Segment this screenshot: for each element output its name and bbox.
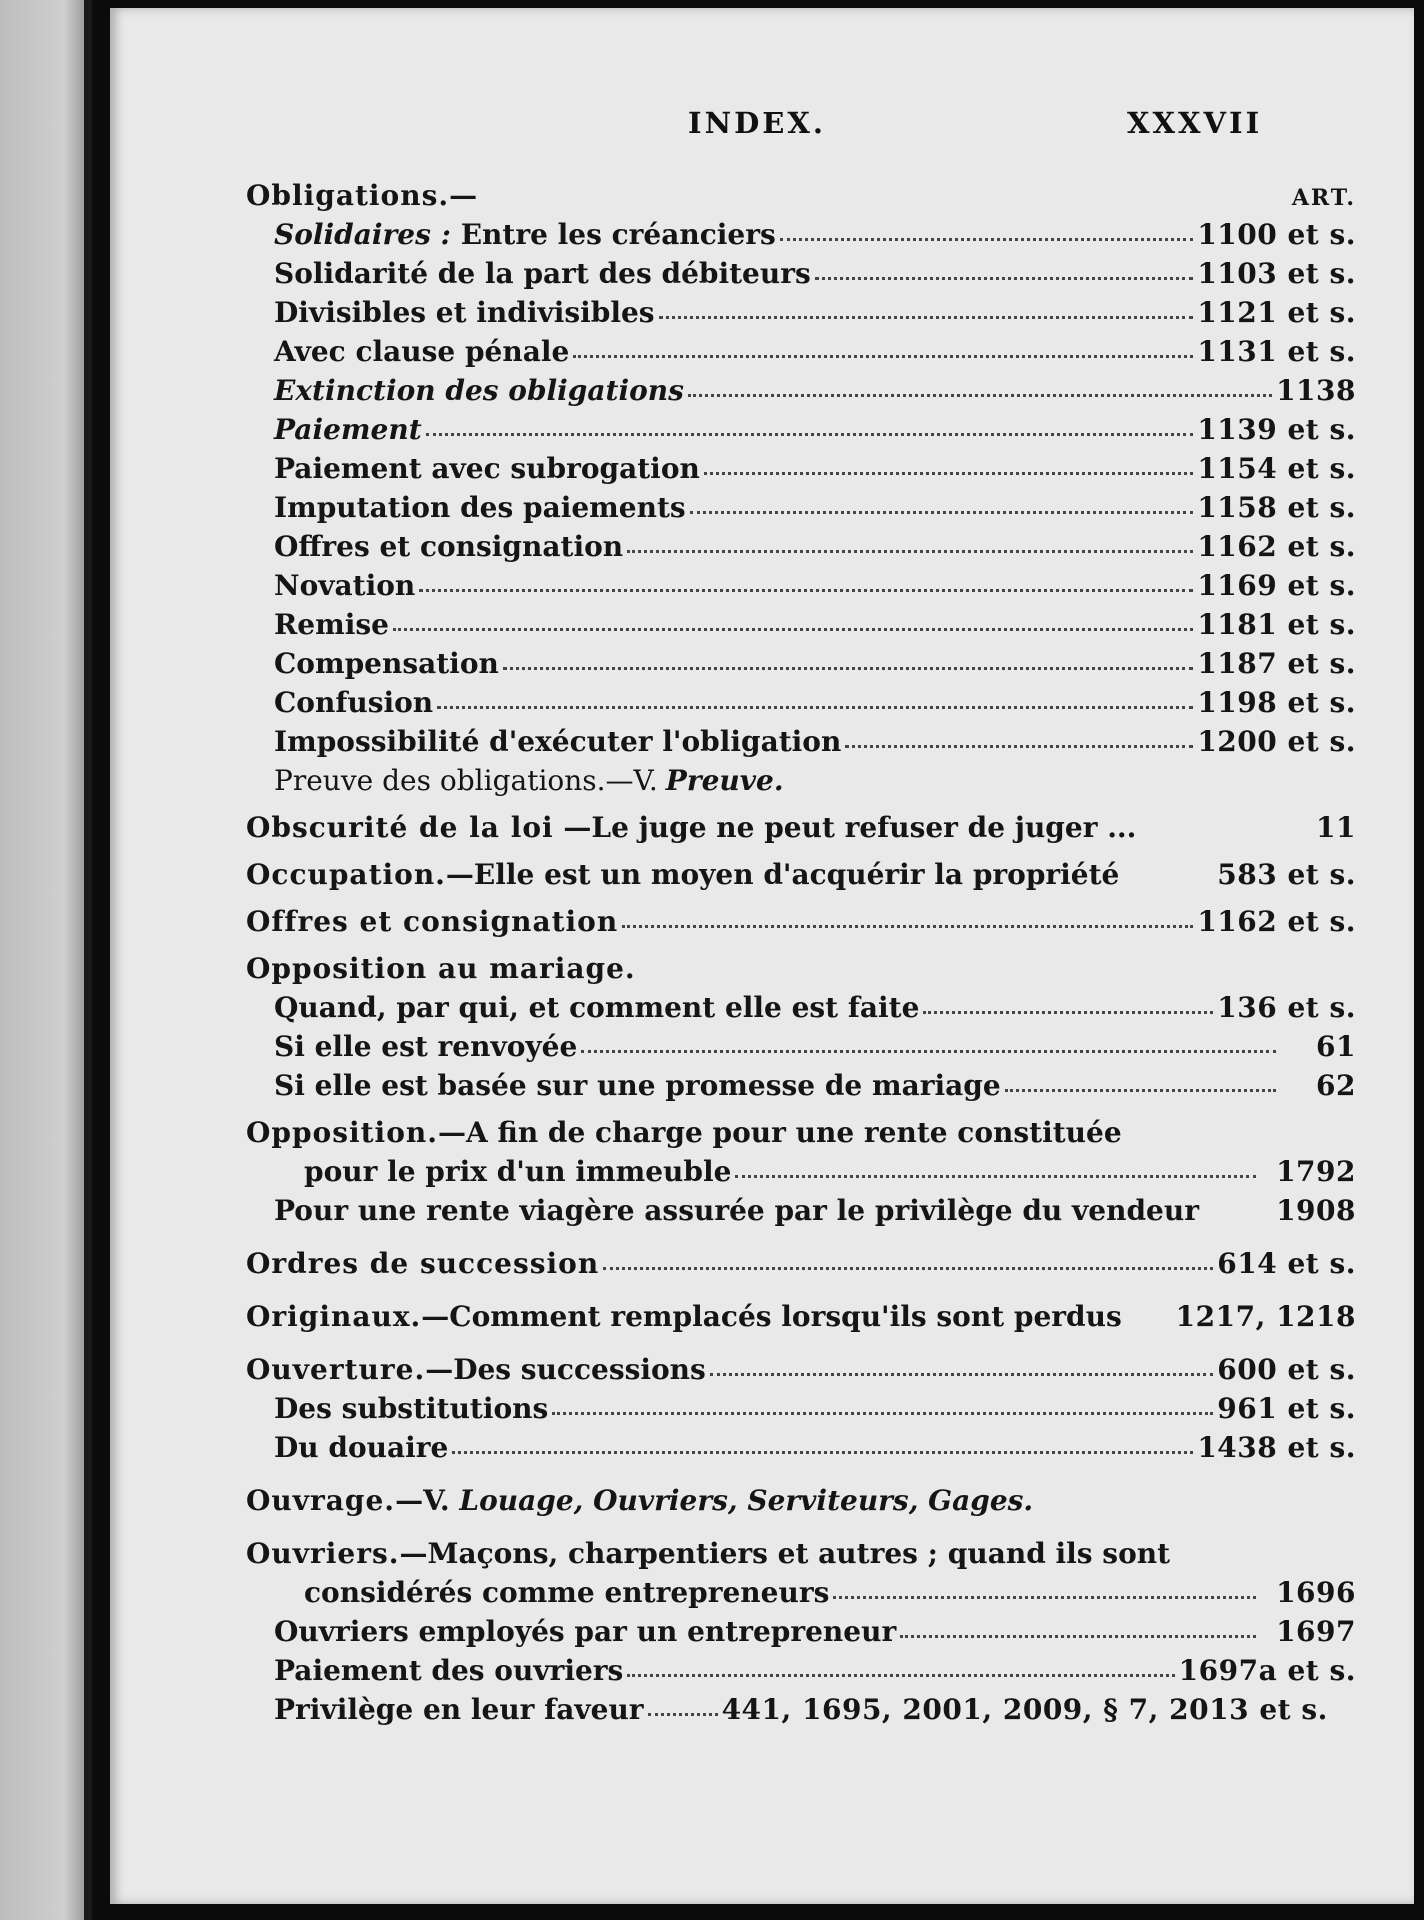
article-ref: 1103 et s. (1197, 257, 1356, 290)
dot-leader (622, 925, 1193, 928)
entry-heading: Ordres de succession (246, 1247, 600, 1280)
index-subentry (246, 1152, 1356, 1191)
entry-heading: Obligations.— (246, 179, 479, 212)
dot-leader (603, 1267, 1213, 1270)
index-entry (246, 1350, 1356, 1389)
dot-leader (581, 1050, 1276, 1053)
book-page (110, 8, 1414, 1904)
index-subentry (246, 761, 1356, 800)
entry-heading: Ouverture. (246, 1353, 426, 1386)
entry-label: Quand, par qui, et comment elle est faite (274, 991, 920, 1024)
entry-label: Si elle est renvoyée (274, 1030, 578, 1063)
index-subentry (246, 1191, 1356, 1230)
entry-label: Imputation des paiements (274, 491, 686, 524)
article-ref: 1200 et s. (1197, 725, 1356, 758)
entry-label: Entre les créanciers (450, 218, 776, 251)
entry-label: Confusion (274, 686, 434, 719)
article-ref: 136 et s. (1217, 991, 1356, 1024)
index-entry (246, 1113, 1356, 1152)
entry-label: Compensation (274, 647, 499, 680)
entry-label: considérés comme entrepreneurs (304, 1576, 830, 1609)
page-number: XXXVII (1127, 106, 1263, 140)
entry-heading: Occupation. (246, 858, 446, 891)
article-ref: 441, 1695, 2001, 2009, § 7, 2013 et s. (721, 1693, 1328, 1726)
entry-heading: Opposition. (246, 1116, 438, 1149)
running-header (110, 92, 1414, 140)
index-subentry (246, 1389, 1356, 1428)
cross-reference: Preuve. (665, 764, 784, 797)
index-subentry (246, 644, 1356, 683)
index-subentry (246, 1428, 1356, 1467)
index-subentry (246, 1573, 1356, 1612)
dot-leader (1005, 1089, 1276, 1092)
article-ref: 1139 et s. (1197, 413, 1356, 446)
index-subentry (246, 1690, 1356, 1729)
entry-heading: Offres et consignation (246, 905, 619, 938)
facing-page-edge (0, 0, 92, 1920)
index-entry (246, 1244, 1356, 1283)
index-entry (246, 1534, 1356, 1573)
article-ref: 62 (1316, 1069, 1356, 1102)
dot-leader (573, 355, 1193, 358)
dot-leader (627, 550, 1193, 553)
article-ref: 614 et s. (1217, 1247, 1356, 1280)
dot-leader (690, 511, 1194, 514)
index-subentry (246, 371, 1356, 410)
entry-label: Remise (274, 608, 389, 641)
index-subentry (246, 1651, 1356, 1690)
index-subentry (246, 722, 1356, 761)
dot-leader (648, 1713, 718, 1716)
entry-label: —Des successions (425, 1353, 706, 1386)
article-ref: 1908 (1276, 1194, 1356, 1227)
entry-label: Impossibilité d'exécuter l'obligation (274, 725, 842, 758)
dot-leader (815, 277, 1194, 280)
index-subentry (246, 254, 1356, 293)
entry-label-italic: Paiement (274, 413, 422, 446)
dot-leader (923, 1011, 1213, 1014)
article-ref: 1187 et s. (1197, 647, 1356, 680)
entry-label: Preuve des obligations.—V. (274, 764, 658, 797)
article-ref: 600 et s. (1217, 1353, 1356, 1386)
entry-heading: Originaux. (246, 1300, 422, 1333)
index-subentry (246, 566, 1356, 605)
entry-label: —Maçons, charpentiers et autres ; quand ils sont (399, 1537, 1171, 1570)
index-subentry (246, 332, 1356, 371)
entry-label: Novation (274, 569, 416, 602)
entry-label: Solidarité de la part des débiteurs (274, 257, 811, 290)
article-ref: 1181 et s. (1197, 608, 1356, 641)
dot-leader (419, 589, 1193, 592)
entry-label: Du douaire (274, 1431, 449, 1464)
entry-label: Offres et consignation (274, 530, 624, 563)
dot-leader (426, 433, 1194, 436)
article-ref: 1696 (1276, 1576, 1356, 1609)
index-entry (246, 949, 1356, 988)
dot-leader (780, 238, 1194, 241)
entry-label: —Le juge ne peut refuser de juger ... (553, 811, 1137, 844)
dot-leader (833, 1596, 1256, 1599)
index-entry (246, 902, 1356, 941)
article-ref: 1198 et s. (1197, 686, 1356, 719)
index-subentry (246, 527, 1356, 566)
index-subentry (246, 215, 1356, 254)
entry-label: —A fin de charge pour une rente constituée (437, 1116, 1122, 1149)
entry-label: Avec clause pénale (274, 335, 570, 368)
entry-label: —Elle est un moyen d'acquérir la propriété (445, 858, 1120, 891)
article-ref: 1792 (1276, 1155, 1356, 1188)
article-ref: 1697 (1276, 1615, 1356, 1648)
article-ref: 1697a et s. (1178, 1654, 1356, 1687)
article-ref: 1121 et s. (1197, 296, 1356, 329)
index-subentry (246, 683, 1356, 722)
article-ref: 1438 et s. (1197, 1431, 1356, 1464)
entry-label: pour le prix d'un immeuble (304, 1155, 732, 1188)
article-ref: 1158 et s. (1197, 491, 1356, 524)
article-ref: 1169 et s. (1197, 569, 1356, 602)
index-subentry (246, 488, 1356, 527)
entry-label-italic: Extinction des obligations (274, 374, 684, 407)
entry-label: Ouvriers employés par un entrepreneur (274, 1615, 897, 1648)
index-subentry (246, 293, 1356, 332)
index-entry (246, 855, 1356, 894)
dot-leader (452, 1451, 1193, 1454)
entry-heading: Ouvrage. (246, 1484, 396, 1517)
index-subentry (246, 1027, 1356, 1066)
index-subentry (246, 449, 1356, 488)
dot-leader (659, 316, 1194, 319)
dot-leader (710, 1373, 1213, 1376)
dot-leader (704, 472, 1193, 475)
entry-label: Des substitutions (274, 1392, 549, 1425)
entry-heading: Opposition au mariage. (246, 952, 636, 985)
dot-leader (845, 745, 1193, 748)
article-ref: 1100 et s. (1197, 218, 1356, 251)
article-ref: 11 (1316, 811, 1356, 844)
dot-leader (688, 394, 1272, 397)
dot-leader (627, 1674, 1174, 1677)
article-ref: 961 et s. (1217, 1392, 1356, 1425)
entry-label: Paiement des ouvriers (274, 1654, 624, 1687)
entry-label: Pour une rente viagère assurée par le privilège du vendeur (274, 1194, 1199, 1227)
entry-heading: Obscurité de la loi (246, 811, 554, 844)
article-ref: 583 et s. (1217, 858, 1356, 891)
index-subentry (246, 988, 1356, 1027)
dot-leader (503, 667, 1193, 670)
entry-label: —Comment remplacés lorsqu'ils sont perdus (421, 1300, 1122, 1333)
entry-heading: Ouvriers. (246, 1537, 400, 1570)
article-ref: 1162 et s. (1197, 905, 1356, 938)
index-entry (246, 176, 1356, 215)
entry-label: Si elle est basée sur une promesse de mariage (274, 1069, 1001, 1102)
dot-leader (900, 1635, 1256, 1638)
index-subentry (246, 1612, 1356, 1651)
cross-reference: Louage, Ouvriers, Serviteurs, Gages. (459, 1484, 1034, 1517)
page-title: INDEX. (688, 106, 826, 140)
index-subentry (246, 410, 1356, 449)
art-column-label: ART. (1291, 185, 1356, 211)
article-ref: 1217, 1218 (1175, 1300, 1356, 1333)
index-entry (246, 808, 1356, 847)
index-entry (246, 1481, 1356, 1520)
entry-label: Divisibles et indivisibles (274, 296, 655, 329)
entry-label: —V. (395, 1484, 460, 1517)
dot-leader (437, 706, 1193, 709)
index-subentry (246, 605, 1356, 644)
article-ref: 61 (1316, 1030, 1356, 1063)
dot-leader (393, 628, 1193, 631)
index-entries (246, 176, 1356, 1729)
entry-label-italic: Solidaires : (274, 218, 451, 251)
article-ref: 1162 et s. (1197, 530, 1356, 563)
entry-label: Privilège en leur faveur (274, 1693, 644, 1726)
binding-gutter (84, 0, 92, 1920)
dot-leader (552, 1412, 1213, 1415)
article-ref: 1138 (1276, 374, 1356, 407)
article-ref: 1154 et s. (1197, 452, 1356, 485)
index-entry (246, 1297, 1356, 1336)
dot-leader (735, 1175, 1256, 1178)
article-ref: 1131 et s. (1197, 335, 1356, 368)
index-subentry (246, 1066, 1356, 1105)
entry-label: Paiement avec subrogation (274, 452, 700, 485)
